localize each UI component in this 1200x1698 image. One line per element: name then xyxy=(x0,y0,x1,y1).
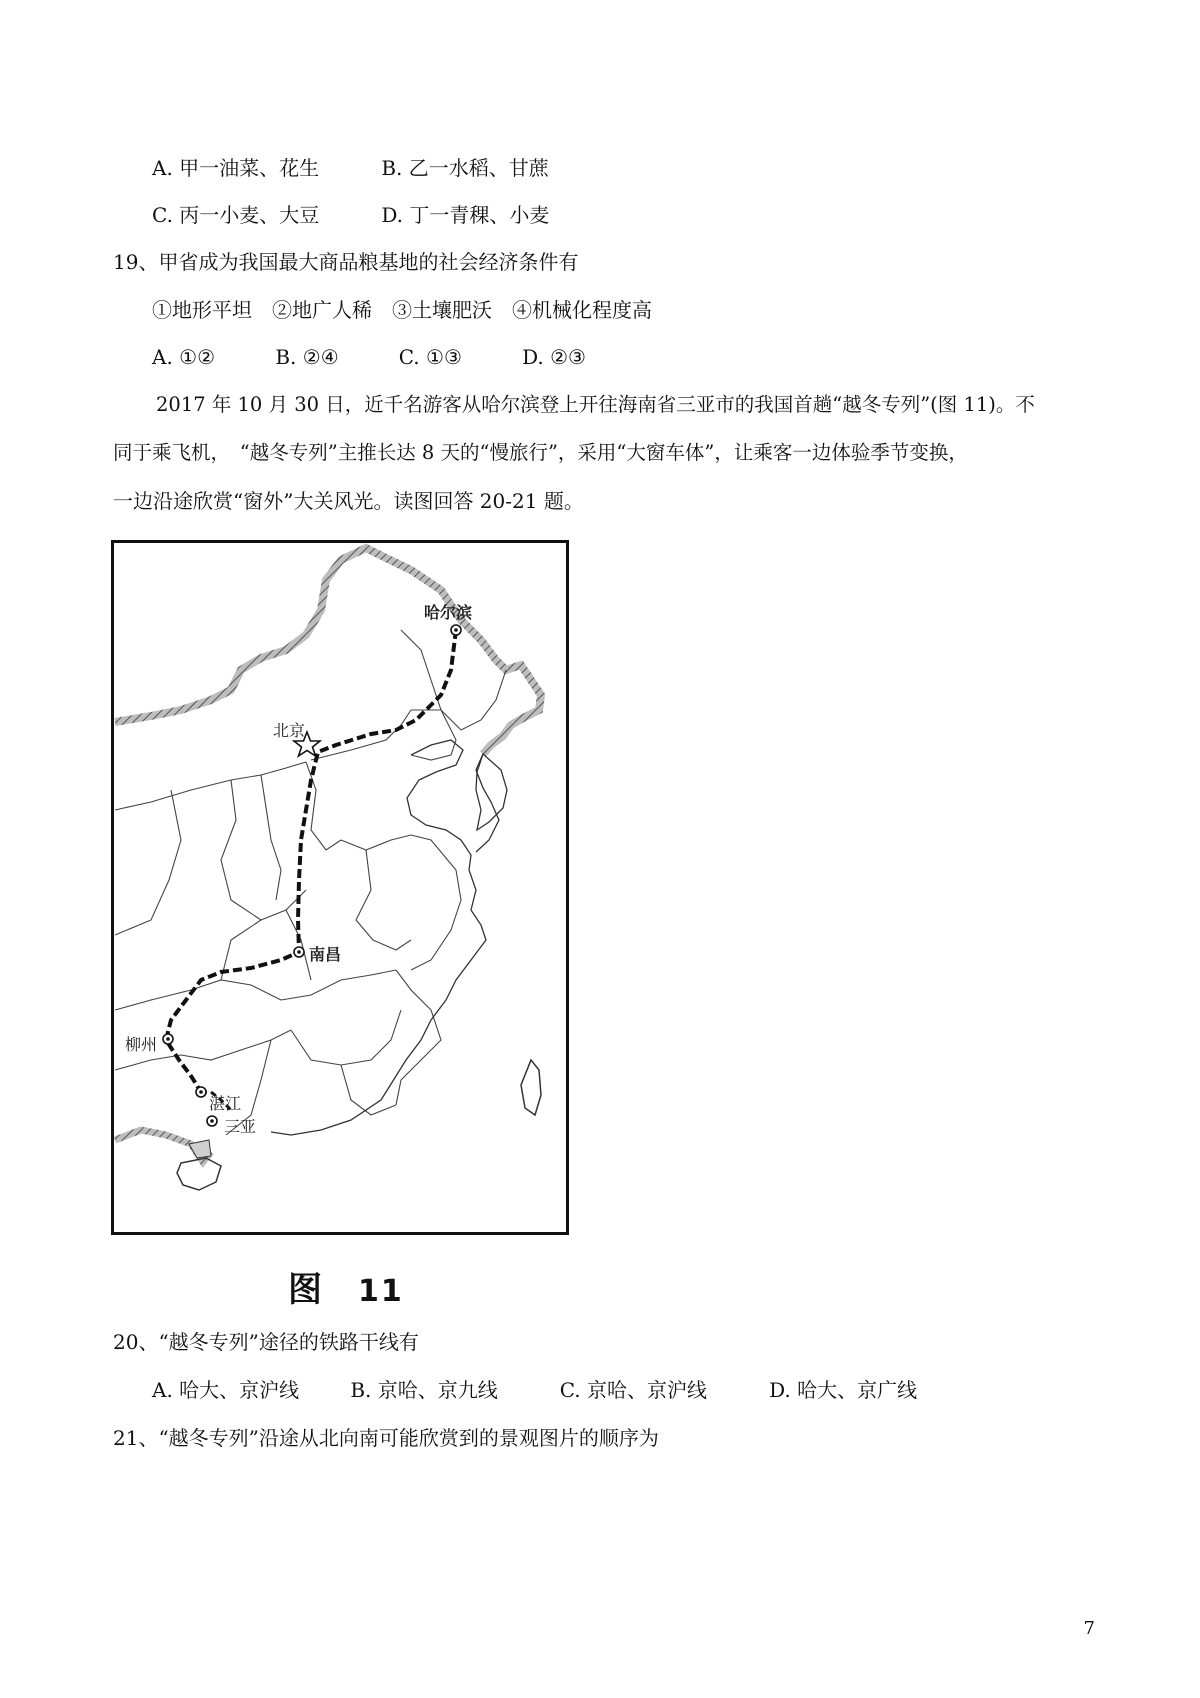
label-nanchang: 南昌 xyxy=(309,945,342,964)
q20-options xyxy=(152,1376,917,1404)
q20-option-a: A. 哈大、京沪线 xyxy=(152,1378,300,1402)
q18-option-b: B. 乙一水稻、甘蔗 xyxy=(381,156,549,180)
label-sanya: 三亚 xyxy=(224,1117,257,1136)
label-harbin: 哈尔滨 xyxy=(424,603,473,622)
page-number: 7 xyxy=(1083,1618,1095,1639)
passage-line-1: 2017 年 10 月 30 日，近千名游客从哈尔滨登上开往海南省三亚市的我国首趟“越冬专列”(图 11)。不 xyxy=(156,393,1035,416)
q21-stem: 21、“越冬专列”沿途从北向南可能欣赏到的景观图片的顺序为 xyxy=(113,1426,659,1450)
q20-stem: 20、“越冬专列”途径的铁路干线有 xyxy=(113,1330,419,1354)
map-frame xyxy=(113,542,568,1234)
q19-option-d: D. ②③ xyxy=(522,345,586,369)
figure-caption-label: 图 xyxy=(288,1270,324,1310)
q19-option-c: C. ①③ xyxy=(398,345,462,369)
q18-options-row-2 xyxy=(152,201,549,229)
q19-option-a: A. ①② xyxy=(152,345,216,369)
q19-stem: 19、甲省成为我国最大商品粮基地的社会经济条件有 xyxy=(113,250,579,274)
q20-option-d: D. 哈大、京广线 xyxy=(769,1378,918,1402)
q18-option-a: A. 甲一油菜、花生 xyxy=(152,156,320,180)
q18-option-d: D. 丁一青稞、小麦 xyxy=(381,203,550,227)
passage-line-3: 一边沿途欣赏“窗外”大关风光。读图回答 20-21 题。 xyxy=(113,489,584,513)
figure-caption xyxy=(288,1262,404,1311)
label-liuzhou: 柳州 xyxy=(125,1035,158,1054)
route-map xyxy=(111,540,569,1235)
q20-option-b: B. 京哈、京九线 xyxy=(350,1378,498,1402)
q19-options xyxy=(152,343,586,371)
figure-caption-number: 11 xyxy=(358,1274,404,1309)
label-beijing: 北京 xyxy=(273,721,306,740)
q18-options-row-1 xyxy=(152,154,549,182)
passage-line-2: 同于乘飞机， “越冬专列”主推长达 8 天的“慢旅行”，采用“大窗车体”，让乘客一边体验季节变换， xyxy=(113,441,968,464)
q19-items: ①地形平坦 ②地广人稀 ③土壤肥沃 ④机械化程度高 xyxy=(152,298,652,322)
q19-option-b: B. ②④ xyxy=(275,345,339,369)
q18-option-c: C. 丙一小麦、大豆 xyxy=(152,203,320,227)
label-zhanjiang: 湛江 xyxy=(209,1094,242,1113)
q20-option-c: C. 京哈、京沪线 xyxy=(559,1378,708,1402)
